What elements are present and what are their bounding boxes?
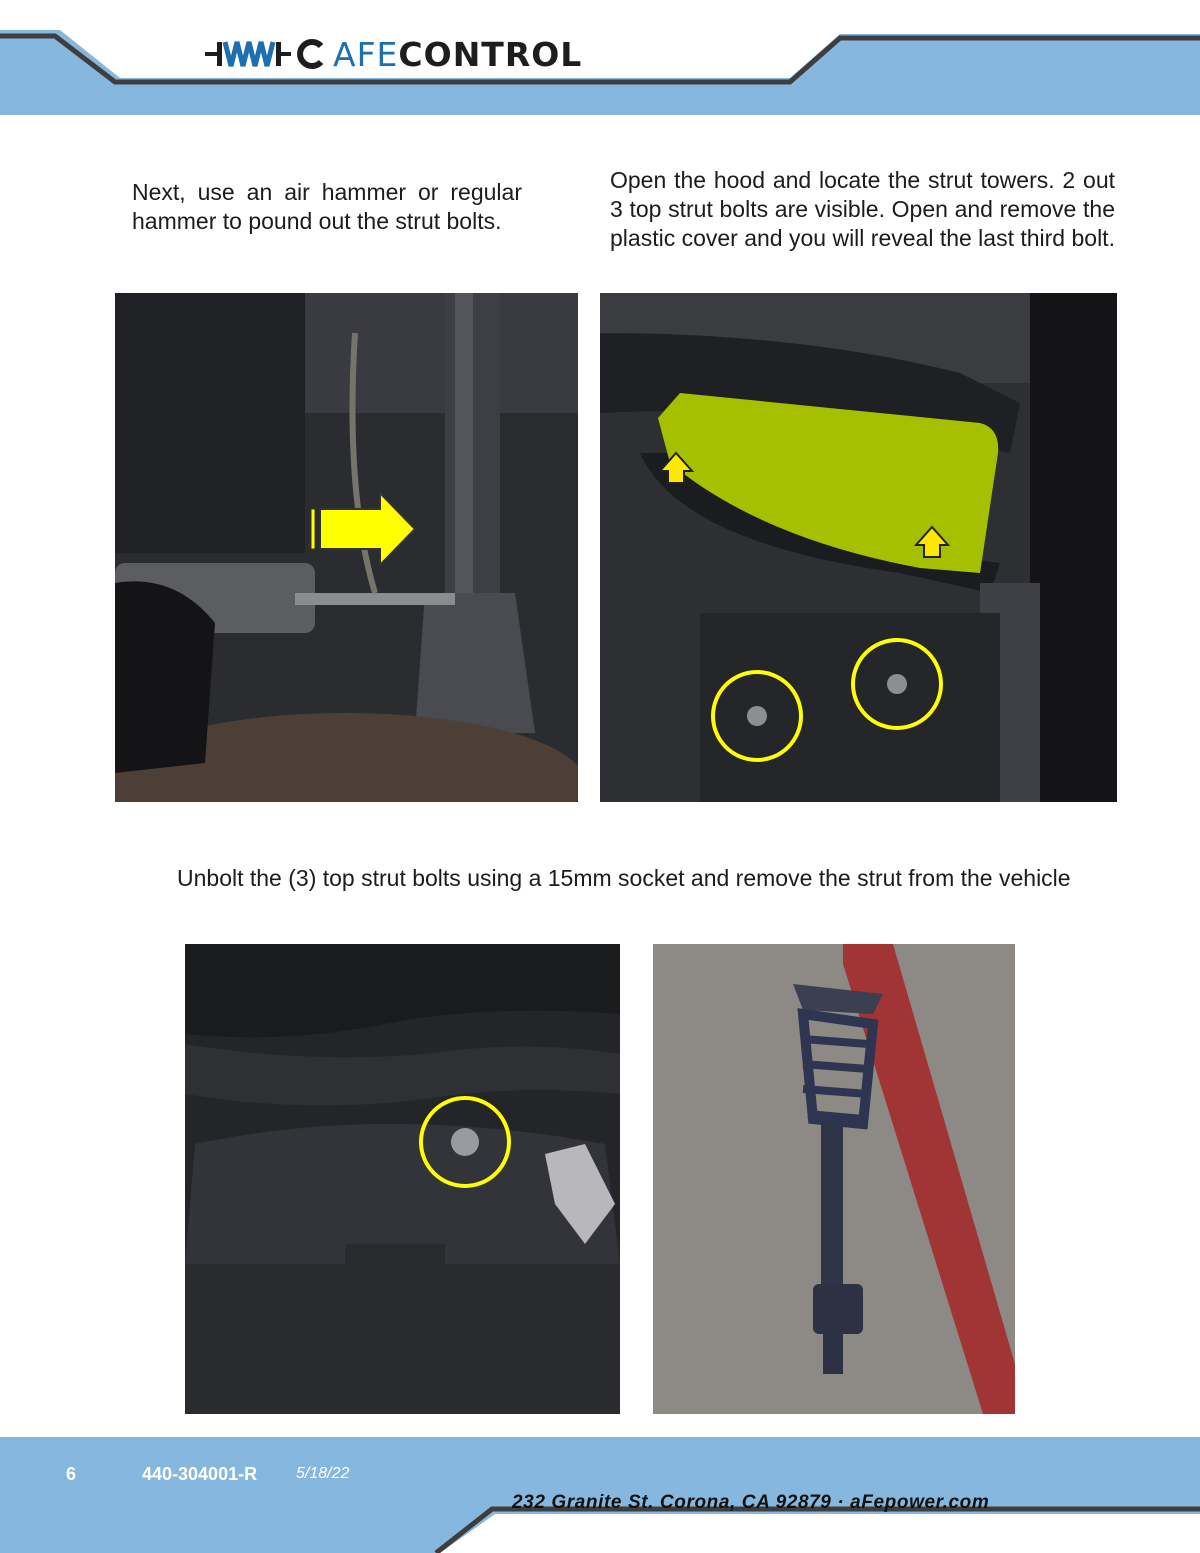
photo-top-strut-bolt bbox=[185, 944, 620, 1414]
part-number: 440-304001-R bbox=[142, 1464, 258, 1484]
afe-control-logo-icon bbox=[205, 36, 325, 72]
company-address: 232 Granite St. Corona, CA 92879 · aFepower.com bbox=[512, 1492, 990, 1513]
step-open-hood-text: Open the hood and locate the strut towers. 2 out 3 top strut bolts are visible. Open and remove the plastic cover and you will reveal the last third bolt. bbox=[610, 167, 1115, 251]
page-number: 6 bbox=[66, 1464, 77, 1484]
revision-date: 5/18/22 bbox=[296, 1465, 350, 1482]
header-band bbox=[0, 0, 1200, 115]
step-unbolt-text: Unbolt the (3) top strut bolts using a 15mm socket and remove the strut from the vehicle bbox=[177, 865, 1071, 891]
brand-wordmark bbox=[333, 34, 583, 74]
brand-logo bbox=[205, 34, 582, 74]
photo-air-hammer-strut bbox=[115, 293, 578, 802]
step-air-hammer-text: Next, use an air hammer or regular hammer to pound out the strut bolts. bbox=[132, 179, 522, 234]
photo-strut-tower-cover bbox=[600, 293, 1117, 802]
brand-wordmark-afe: AFE bbox=[333, 34, 399, 74]
photo-removed-strut bbox=[653, 944, 1015, 1414]
brand-wordmark-control: CONTROL bbox=[398, 34, 583, 74]
